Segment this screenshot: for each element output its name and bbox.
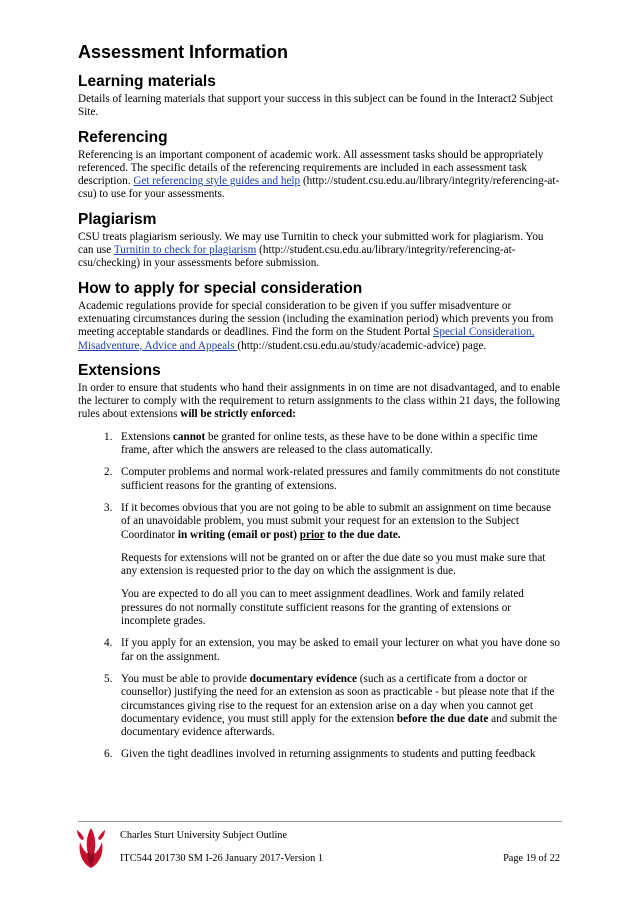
csu-flame-logo-icon: [74, 826, 108, 870]
section-heading: Referencing: [78, 128, 168, 146]
section-special-consideration: [78, 280, 560, 353]
section-referencing: [78, 129, 560, 202]
referencing-guides-link[interactable]: Get referencing style guides and help: [133, 175, 301, 188]
extensions-intro: In order to ensure that students who hand their assignments in on time are not disadvantaged, and to enable the lecturer to comply with the requirement to return assignments to the class within 21 days, the following rules about extensions will be strictly enforced:: [78, 381, 560, 421]
section-plagiarism: [78, 211, 560, 271]
section-body: Referencing is an important component of academic work. All assessment tasks should be appropriately referenced. The specific details of the referencing requirements are included in each assessment task description. Get referencing style guides and help (http://student.csu.edu.au/library/integrity/referencing-at-csu) to use for your assessments.: [78, 148, 560, 201]
section-learning-materials: [78, 73, 560, 120]
footer-institution: Charles Sturt University Subject Outline: [120, 830, 288, 841]
footer-page-number: Page 19 of 22: [503, 853, 560, 864]
list-item: 3. If it becomes obvious that you are not going to be able to submit an assignment on time because of an unavoidable problem, you must submit your request for an extension to the Subject Coordinator in writing (email or post) prior to the due date. Requests for extensions will not be granted on or after the due date so you must make sure that any extension is requested prior to the day on which the assignment is due. You are expected to do all you can to meet assignment deadlines. Work and family related pressures do not normally constitute sufficient reasons for the granting of extensions or incomplete grades.: [104, 501, 552, 628]
list-item: 2. Computer problems and normal work-related pressures and family commitments do not constitute sufficient reasons for the granting of extensions.: [104, 466, 561, 492]
section-body: Academic regulations provide for special consideration to be given if you suffer misadventure or extenuating circumstances during the session (including the examination period) which prevents you from meeting acceptable standards or deadlines. Find the form on the Student Portal Special Consideration, Misadventure, Advice and Appeals (http://student.csu.edu.au/study/academic-advice) page.: [78, 299, 554, 352]
turnitin-link[interactable]: Turnitin to check for plagiarism: [113, 244, 257, 257]
section-body: Details of learning materials that support your success in this subject can be found in the Interact2 Subject Site.: [78, 93, 554, 119]
extension-rules-list: [78, 431, 560, 762]
section-extensions: [78, 362, 560, 762]
list-item: 6. Given the tight deadlines involved in returning assignments to students and putting feedback: [104, 748, 536, 761]
section-heading: Extensions: [78, 361, 161, 379]
list-item: 5. You must be able to provide documentary evidence (such as a certificate from a doctor or counsellor) justifying the need for an extension as soon as practicable - but please note that if the circumstances giving rise to the request for an extension arise on a day when you cannot get documentary evidence, you must still apply for the extension before the due date and submit the documentary evidence afterwards.: [104, 672, 558, 739]
list-item: 1. Extensions cannot be granted for online tests, as these have to be done within a specific time frame, after which the answers are released to the class automatically.: [104, 430, 538, 457]
footer-divider: [78, 821, 562, 822]
section-heading: Learning materials: [78, 73, 216, 90]
page-content: [78, 42, 560, 771]
section-heading: How to apply for special consideration: [78, 279, 363, 297]
page-title: Assessment Information: [78, 42, 289, 62]
section-heading: Plagiarism: [78, 210, 157, 228]
special-consideration-link[interactable]: Special Consideration, Misadventure, Advice and Appeals: [78, 326, 535, 352]
section-body: CSU treats plagiarism seriously. We may use Turnitin to check your submitted work for plagiarism. You can use Turnitin to check for plagiarism (http://student.csu.edu.au/library/integrity/referencing-at-csu/checking) in your assessments before submission.: [78, 230, 544, 270]
list-item: 4. If you apply for an extension, you may be asked to email your lecturer on what you have done so far on the assignment.: [104, 637, 560, 663]
footer-subject-code: ITC544 201730 SM I-26 January 2017-Version 1: [120, 853, 324, 864]
